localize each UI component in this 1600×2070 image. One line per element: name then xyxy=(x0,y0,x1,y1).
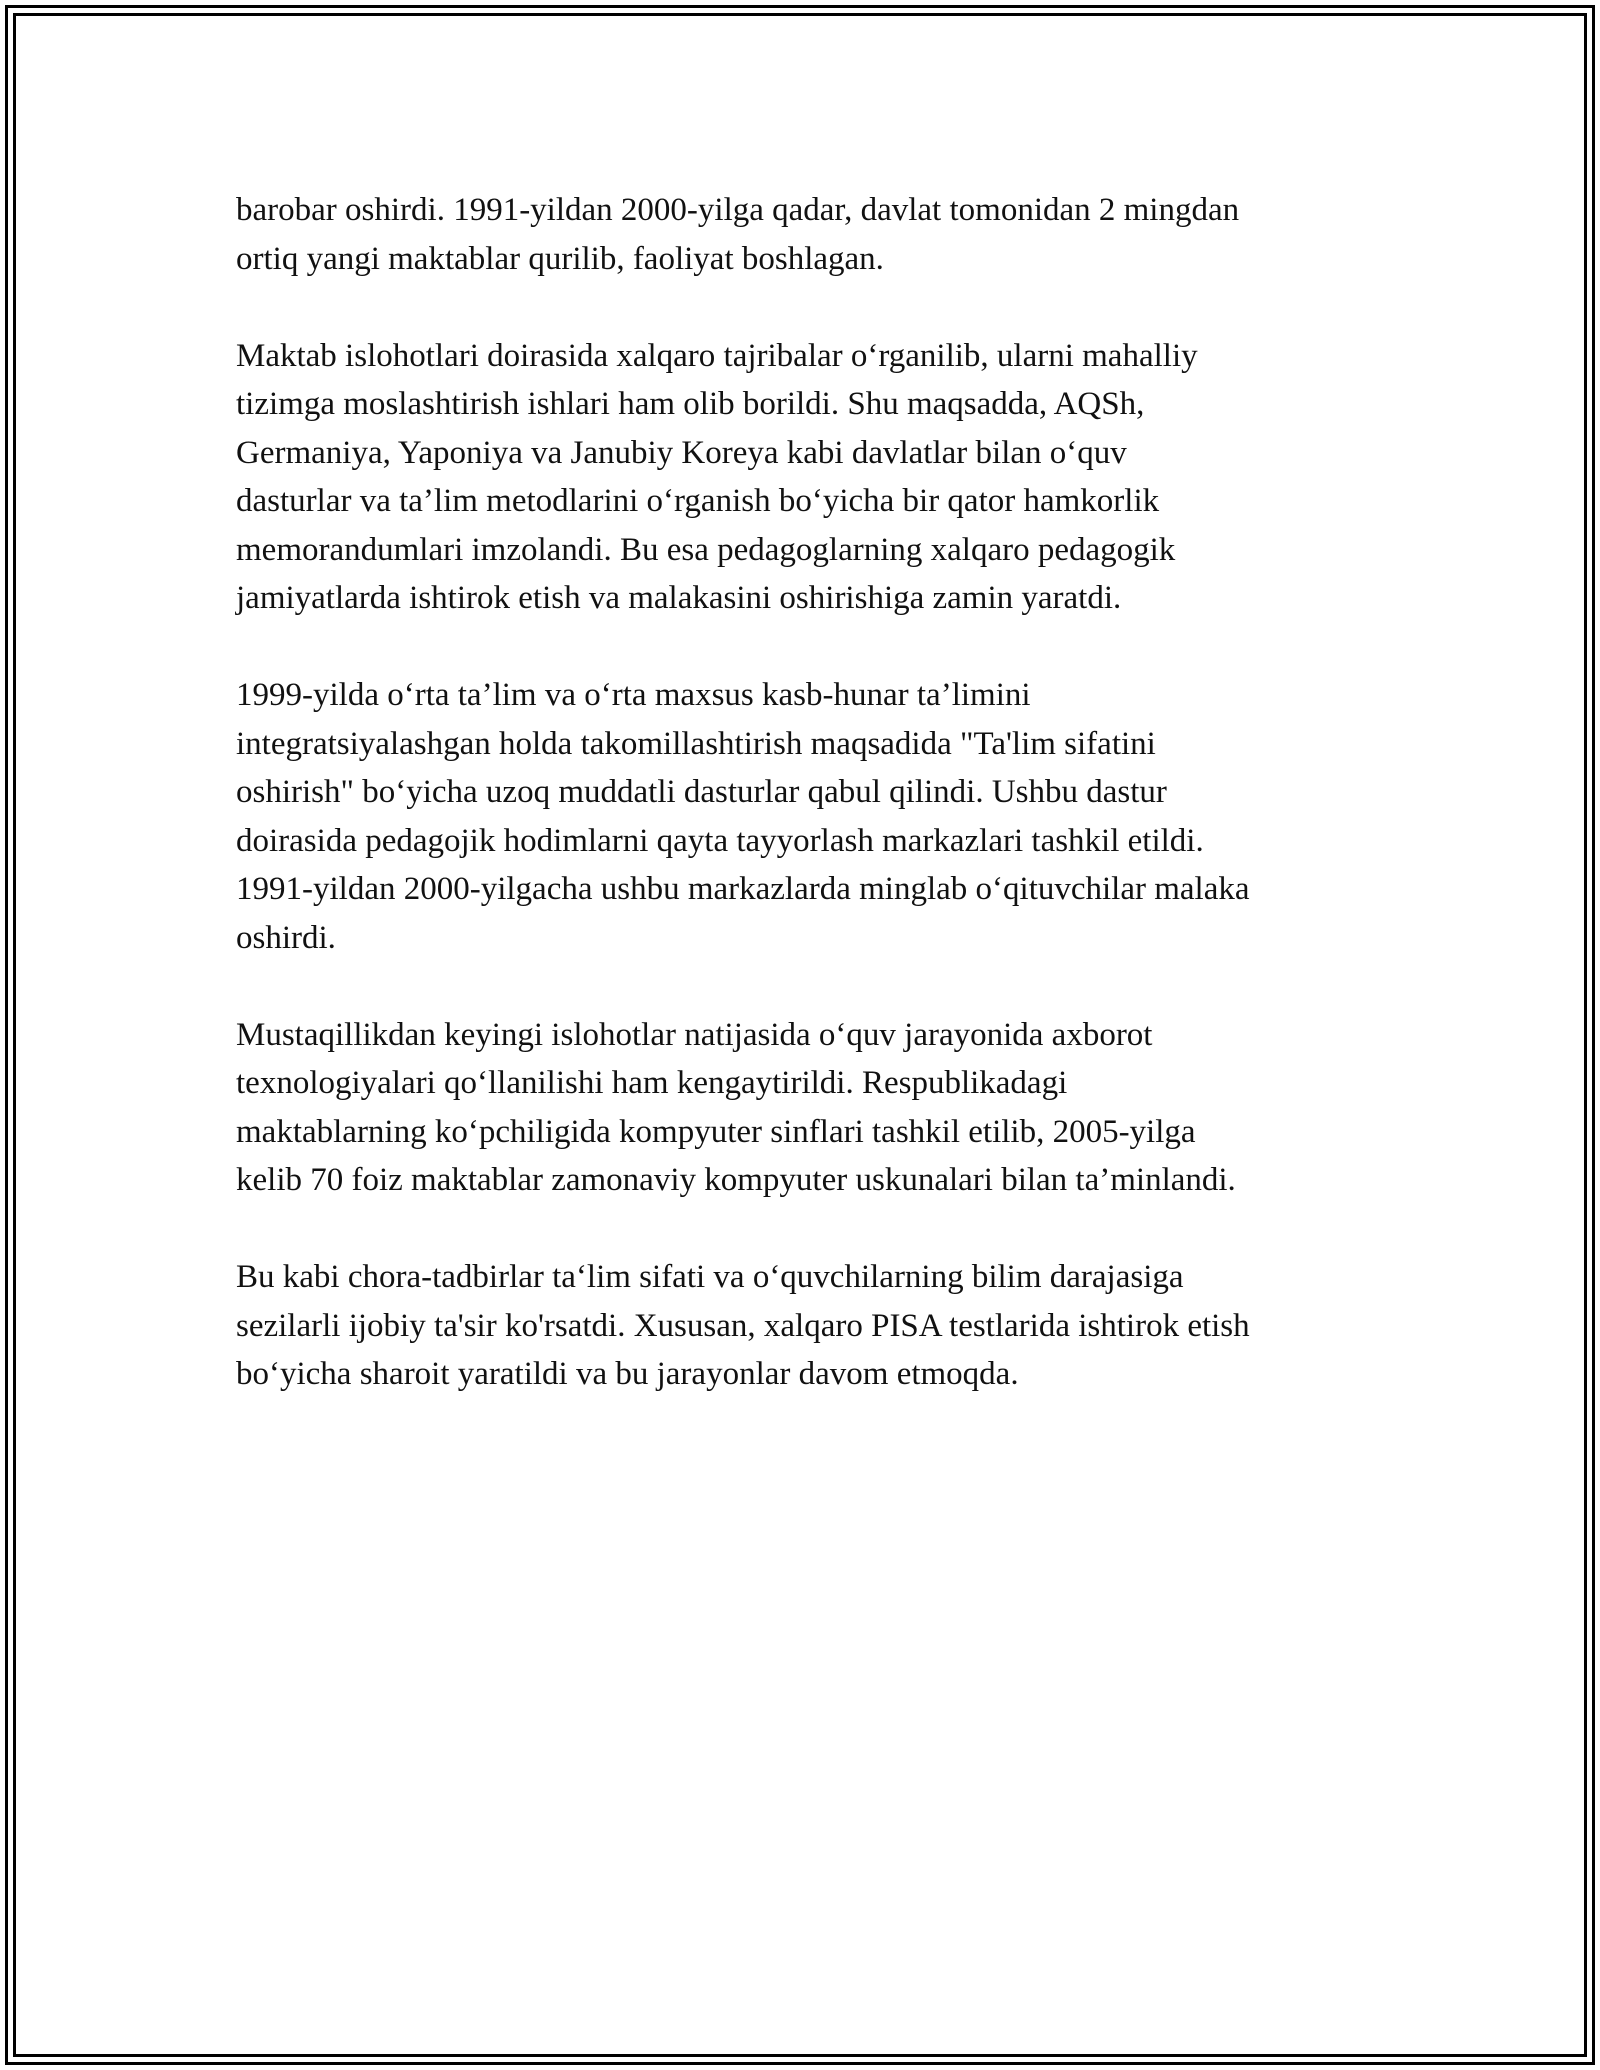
text-line: Maktab islohotlari doirasida xalqaro tajribalar o‘rganilib, ularni mahalliy xyxy=(236,337,1198,374)
text-line: sezilarli ijobiy ta'sir ko'rsatdi. Xususan, xalqaro PISA testlarida ishtirok etish xyxy=(236,1307,1250,1344)
text-line: dasturlar va ta’lim metodlarini o‘rganish bo‘yicha bir qator hamkorlik xyxy=(236,483,1160,519)
text-line: texnologiyalari qo‘llanilishi ham kengaytirildi. Respublikadagi xyxy=(236,1065,1068,1101)
paragraph-5 xyxy=(236,1253,1386,1399)
text-line: barobar oshirdi. 1991-yildan 2000-yilga qadar, davlat tomonidan 2 mingdan xyxy=(236,192,1240,228)
text-line: Bu kabi chora-tadbirlar ta‘lim sifati va o‘quvchilarning bilim darajasiga xyxy=(236,1259,1184,1295)
text-line: kelib 70 foiz maktablar zamonaviy kompyuter uskunalari bilan ta’minlandi. xyxy=(236,1162,1236,1198)
paragraph-3 xyxy=(236,671,1386,962)
text-line: 1991-yildan 2000-yilgacha ushbu markazlarda minglab o‘qituvchilar malaka xyxy=(236,871,1250,907)
text-line: maktablarning ko‘pchiligida kompyuter sinflari tashkil etilib, 2005-yilga xyxy=(236,1113,1196,1150)
text-line: bo‘yicha sharoit yaratildi va bu jarayonlar davom etmoqda. xyxy=(236,1356,1019,1392)
paragraph-1 xyxy=(236,186,1386,283)
text-line: Germaniya, Yaponiya va Janubiy Koreya kabi davlatlar bilan o‘quv xyxy=(236,434,1127,471)
text-line: tizimga moslashtirish ishlari ham olib borildi. Shu maqsadda, AQSh, xyxy=(236,386,1145,422)
text-line: ortiq yangi maktablar qurilib, faoliyat boshlagan. xyxy=(236,240,884,277)
paragraph-2 xyxy=(236,332,1386,623)
text-line: integratsiyalashgan holda takomillashtirish maqsadida "Ta'lim sifatini xyxy=(236,725,1156,762)
text-line: jamiyatlarda ishtirok etish va malakasini oshirishiga zamin yaratdi. xyxy=(236,580,1122,616)
text-line: doirasida pedagojik hodimlarni qayta tayyorlash markazlari tashkil etildi. xyxy=(236,822,1204,859)
text-line: Mustaqillikdan keyingi islohotlar natijasida o‘quv jarayonida axborot xyxy=(236,1016,1153,1053)
document-body xyxy=(236,186,1386,1447)
paragraph-4 xyxy=(236,1011,1386,1205)
text-line: oshirish" bo‘yicha uzoq muddatli dasturlar qabul qilindi. Ushbu dastur xyxy=(236,774,1167,810)
text-line: 1999-yilda o‘rta ta’lim va o‘rta maxsus kasb-hunar ta’limini xyxy=(236,677,1031,713)
text-line: memorandumlari imzolandi. Bu esa pedagoglarning xalqaro pedagogik xyxy=(236,531,1176,568)
text-line: oshirdi. xyxy=(236,919,336,956)
